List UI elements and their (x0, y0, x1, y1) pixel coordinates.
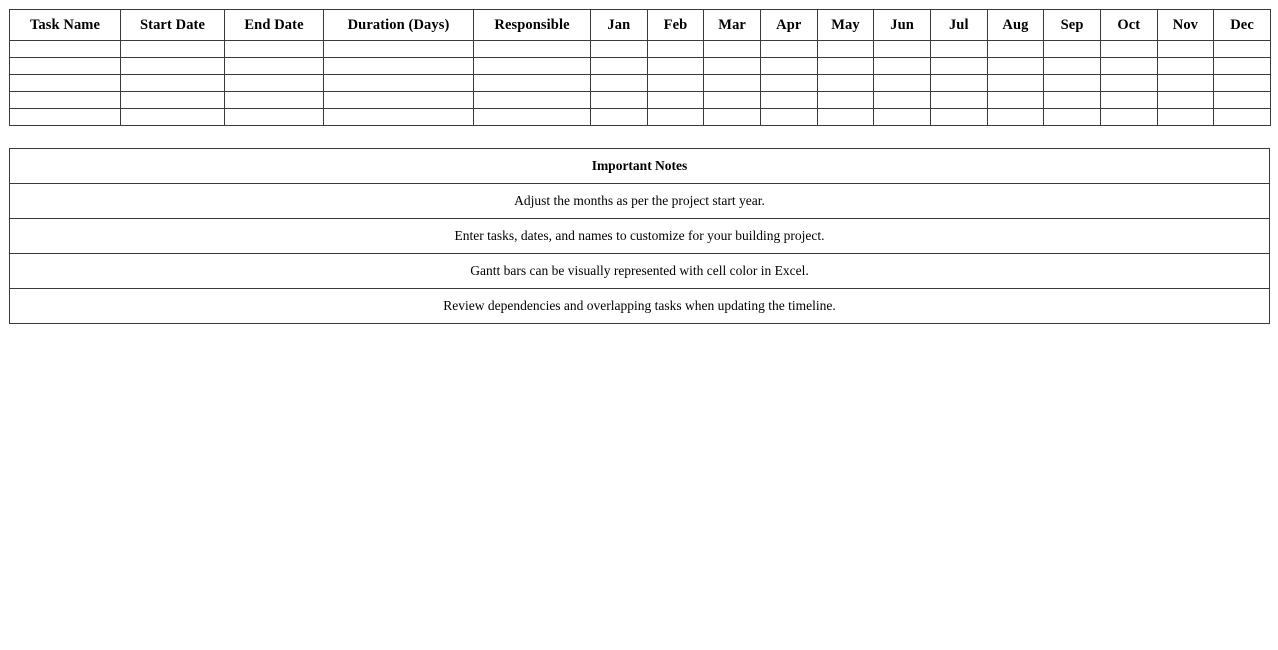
table-row (10, 41, 1271, 58)
column-header-start-date: Start Date (121, 10, 225, 41)
cell-month-jul[interactable] (930, 58, 987, 75)
column-header-month-may: May (817, 10, 874, 41)
cell-month-feb[interactable] (647, 92, 704, 109)
cell-month-dec[interactable] (1214, 75, 1271, 92)
cell-month-mar[interactable] (704, 92, 761, 109)
column-header-duration-days: Duration (Days) (324, 10, 474, 41)
cell-month-may[interactable] (817, 58, 874, 75)
cell-responsible[interactable] (474, 41, 591, 58)
note-text-1: Adjust the months as per the project start year. (10, 184, 1270, 219)
cell-end-date[interactable] (225, 41, 324, 58)
cell-month-mar[interactable] (704, 58, 761, 75)
cell-start-date[interactable] (121, 41, 225, 58)
cell-month-jul[interactable] (930, 75, 987, 92)
note-text-2: Enter tasks, dates, and names to customize for your building project. (10, 219, 1270, 254)
cell-month-apr[interactable] (760, 58, 817, 75)
cell-month-feb[interactable] (647, 75, 704, 92)
cell-task-name[interactable] (10, 75, 121, 92)
list-item (10, 289, 1270, 324)
cell-month-may[interactable] (817, 92, 874, 109)
cell-start-date[interactable] (121, 75, 225, 92)
cell-month-jan[interactable] (591, 75, 648, 92)
cell-month-apr[interactable] (760, 41, 817, 58)
table-row (10, 75, 1271, 92)
cell-month-jul[interactable] (930, 109, 987, 126)
cell-month-sep[interactable] (1044, 58, 1101, 75)
notes-heading-row (10, 149, 1270, 184)
cell-month-mar[interactable] (704, 41, 761, 58)
table-row (10, 109, 1271, 126)
cell-month-jun[interactable] (874, 58, 931, 75)
schedule-header-row (10, 10, 1271, 41)
cell-month-oct[interactable] (1100, 58, 1157, 75)
note-text-4: Review dependencies and overlapping tasks when updating the timeline. (10, 289, 1270, 324)
column-header-month-feb: Feb (647, 10, 704, 41)
cell-month-jun[interactable] (874, 41, 931, 58)
cell-month-mar[interactable] (704, 75, 761, 92)
cell-month-dec[interactable] (1214, 109, 1271, 126)
cell-start-date[interactable] (121, 92, 225, 109)
cell-month-dec[interactable] (1214, 92, 1271, 109)
cell-month-apr[interactable] (760, 109, 817, 126)
cell-month-aug[interactable] (987, 109, 1044, 126)
cell-responsible[interactable] (474, 92, 591, 109)
cell-responsible[interactable] (474, 109, 591, 126)
list-item (10, 184, 1270, 219)
cell-month-aug[interactable] (987, 58, 1044, 75)
cell-month-may[interactable] (817, 41, 874, 58)
column-header-month-sep: Sep (1044, 10, 1101, 41)
column-header-task-name: Task Name (10, 10, 121, 41)
note-text-3: Gantt bars can be visually represented with cell color in Excel. (10, 254, 1270, 289)
cell-month-apr[interactable] (760, 92, 817, 109)
cell-duration[interactable] (324, 41, 474, 58)
cell-month-jul[interactable] (930, 41, 987, 58)
column-header-month-jul: Jul (930, 10, 987, 41)
table-row (10, 92, 1271, 109)
cell-duration[interactable] (324, 75, 474, 92)
cell-month-jan[interactable] (591, 109, 648, 126)
cell-month-nov[interactable] (1157, 109, 1214, 126)
cell-start-date[interactable] (121, 109, 225, 126)
cell-responsible[interactable] (474, 58, 591, 75)
cell-month-jun[interactable] (874, 109, 931, 126)
cell-month-apr[interactable] (760, 75, 817, 92)
column-header-month-jan: Jan (591, 10, 648, 41)
column-header-month-aug: Aug (987, 10, 1044, 41)
column-header-end-date: End Date (225, 10, 324, 41)
cell-end-date[interactable] (225, 75, 324, 92)
cell-task-name[interactable] (10, 58, 121, 75)
column-header-month-mar: Mar (704, 10, 761, 41)
cell-month-feb[interactable] (647, 58, 704, 75)
cell-month-may[interactable] (817, 109, 874, 126)
list-item (10, 219, 1270, 254)
cell-month-feb[interactable] (647, 41, 704, 58)
cell-month-dec[interactable] (1214, 41, 1271, 58)
cell-month-sep[interactable] (1044, 92, 1101, 109)
cell-month-sep[interactable] (1044, 109, 1101, 126)
column-header-month-apr: Apr (760, 10, 817, 41)
column-header-month-nov: Nov (1157, 10, 1214, 41)
cell-month-aug[interactable] (987, 75, 1044, 92)
cell-task-name[interactable] (10, 109, 121, 126)
cell-end-date[interactable] (225, 109, 324, 126)
cell-duration[interactable] (324, 109, 474, 126)
cell-end-date[interactable] (225, 58, 324, 75)
cell-month-nov[interactable] (1157, 58, 1214, 75)
cell-month-feb[interactable] (647, 109, 704, 126)
cell-month-mar[interactable] (704, 109, 761, 126)
cell-task-name[interactable] (10, 41, 121, 58)
cell-month-nov[interactable] (1157, 41, 1214, 58)
cell-start-date[interactable] (121, 58, 225, 75)
cell-month-aug[interactable] (987, 41, 1044, 58)
cell-month-jul[interactable] (930, 92, 987, 109)
cell-end-date[interactable] (225, 92, 324, 109)
cell-task-name[interactable] (10, 92, 121, 109)
cell-month-sep[interactable] (1044, 41, 1101, 58)
cell-month-jun[interactable] (874, 75, 931, 92)
cell-month-oct[interactable] (1100, 109, 1157, 126)
notes-heading: Important Notes (10, 149, 1270, 184)
cell-month-jun[interactable] (874, 92, 931, 109)
important-notes-table (9, 148, 1270, 324)
project-schedule-table (9, 9, 1271, 126)
cell-month-oct[interactable] (1100, 92, 1157, 109)
cell-month-dec[interactable] (1214, 58, 1271, 75)
cell-duration[interactable] (324, 92, 474, 109)
list-item (10, 254, 1270, 289)
column-header-month-oct: Oct (1100, 10, 1157, 41)
column-header-responsible: Responsible (474, 10, 591, 41)
cell-month-jan[interactable] (591, 41, 648, 58)
cell-month-may[interactable] (817, 75, 874, 92)
cell-duration[interactable] (324, 58, 474, 75)
column-header-month-dec: Dec (1214, 10, 1271, 41)
cell-month-oct[interactable] (1100, 41, 1157, 58)
table-row (10, 58, 1271, 75)
cell-month-nov[interactable] (1157, 75, 1214, 92)
cell-month-jan[interactable] (591, 92, 648, 109)
cell-month-sep[interactable] (1044, 75, 1101, 92)
cell-month-aug[interactable] (987, 92, 1044, 109)
cell-month-nov[interactable] (1157, 92, 1214, 109)
cell-month-jan[interactable] (591, 58, 648, 75)
schedule-body (10, 41, 1271, 126)
cell-month-oct[interactable] (1100, 75, 1157, 92)
cell-responsible[interactable] (474, 75, 591, 92)
column-header-month-jun: Jun (874, 10, 931, 41)
